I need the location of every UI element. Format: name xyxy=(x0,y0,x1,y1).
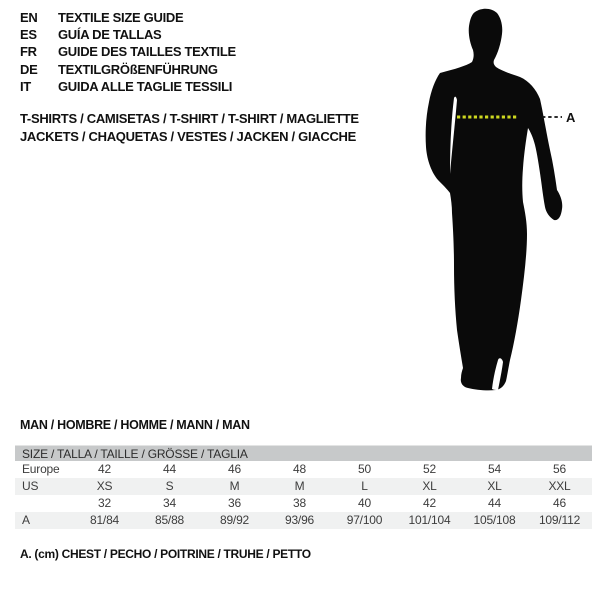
language-code: FR xyxy=(20,44,37,60)
table-cell: 97/100 xyxy=(346,513,383,527)
language-code: EN xyxy=(20,10,38,25)
language-header-block xyxy=(20,9,236,95)
size-table-header: SIZE / TALLA / TAILLE / GRÖSSE / TAGLIA xyxy=(15,445,592,461)
table-cell: M xyxy=(294,479,305,493)
table-cell: 42 xyxy=(423,496,436,510)
table-cell: XXL xyxy=(548,479,571,493)
table-cell: 52 xyxy=(423,462,436,476)
table-cell: S xyxy=(165,479,174,493)
table-row-numeric xyxy=(15,495,592,512)
figure-illustration xyxy=(410,0,600,400)
table-cell: 44 xyxy=(163,462,176,476)
table-row-us xyxy=(15,478,592,495)
language-row xyxy=(20,26,236,43)
table-cell: XL xyxy=(487,479,502,493)
row-label: A xyxy=(22,513,30,527)
row-label: Europe xyxy=(22,462,60,476)
section-title-man: MAN / HOMBRE / HOMME / MANN / MAN xyxy=(20,418,250,432)
language-code: ES xyxy=(20,27,37,43)
table-cell: XS xyxy=(96,479,113,493)
table-cell: 38 xyxy=(293,496,306,510)
table-cell: 101/104 xyxy=(408,513,451,527)
row-label: US xyxy=(22,479,39,493)
language-code: DE xyxy=(20,61,38,77)
table-cell: 46 xyxy=(228,462,241,476)
table-row-europe xyxy=(15,461,592,478)
category-tshirts: T-SHIRTS / CAMISETAS / T-SHIRT / T-SHIRT / MAGLIETTE xyxy=(20,111,359,126)
table-row-chest-a xyxy=(15,512,592,529)
row-label xyxy=(15,495,72,512)
table-cell: M xyxy=(229,479,240,493)
table-cell: 54 xyxy=(488,462,501,476)
table-cell: 105/108 xyxy=(473,513,516,527)
table-cell: 36 xyxy=(228,496,241,510)
language-label: GUÍA DE TALLAS xyxy=(58,27,162,43)
table-cell: 109/112 xyxy=(538,513,581,527)
language-row xyxy=(20,9,236,26)
measurement-note: A. (cm) CHEST / PECHO / POITRINE / TRUHE / PETTO xyxy=(20,547,311,561)
table-cell: 85/88 xyxy=(154,513,185,527)
table-cell: 89/92 xyxy=(219,513,250,527)
table-cell: 50 xyxy=(358,462,371,476)
table-cell: 32 xyxy=(98,496,111,510)
size-table xyxy=(15,445,592,529)
language-row xyxy=(20,61,236,78)
table-cell: 40 xyxy=(358,496,371,510)
category-jackets: JACKETS / CHAQUETAS / VESTES / JACKEN / GIACCHE xyxy=(20,128,356,144)
language-row xyxy=(20,43,236,60)
table-cell: 34 xyxy=(163,496,176,510)
table-cell: 44 xyxy=(488,496,501,510)
language-label: TEXTILE SIZE GUIDE xyxy=(58,10,184,25)
table-cell: 46 xyxy=(553,496,566,510)
language-code: IT xyxy=(20,78,31,94)
table-cell: 48 xyxy=(293,462,306,476)
language-label: TEXTILGRÖßENFÜHRUNG xyxy=(58,61,218,77)
language-label: GUIDE DES TAILLES TEXTILE xyxy=(58,44,236,60)
language-label: GUIDA ALLE TAGLIE TESSILI xyxy=(58,78,233,94)
table-cell: 93/96 xyxy=(284,513,315,527)
language-row xyxy=(20,78,236,95)
table-cell: XL xyxy=(422,479,437,493)
table-cell: 56 xyxy=(553,462,566,476)
table-cell: 42 xyxy=(98,462,111,476)
table-cell: L xyxy=(361,479,368,493)
table-cell: 81/84 xyxy=(89,513,120,527)
garment-category-block xyxy=(20,110,359,145)
man-silhouette xyxy=(426,9,563,391)
measurement-label-a: A xyxy=(566,110,576,125)
